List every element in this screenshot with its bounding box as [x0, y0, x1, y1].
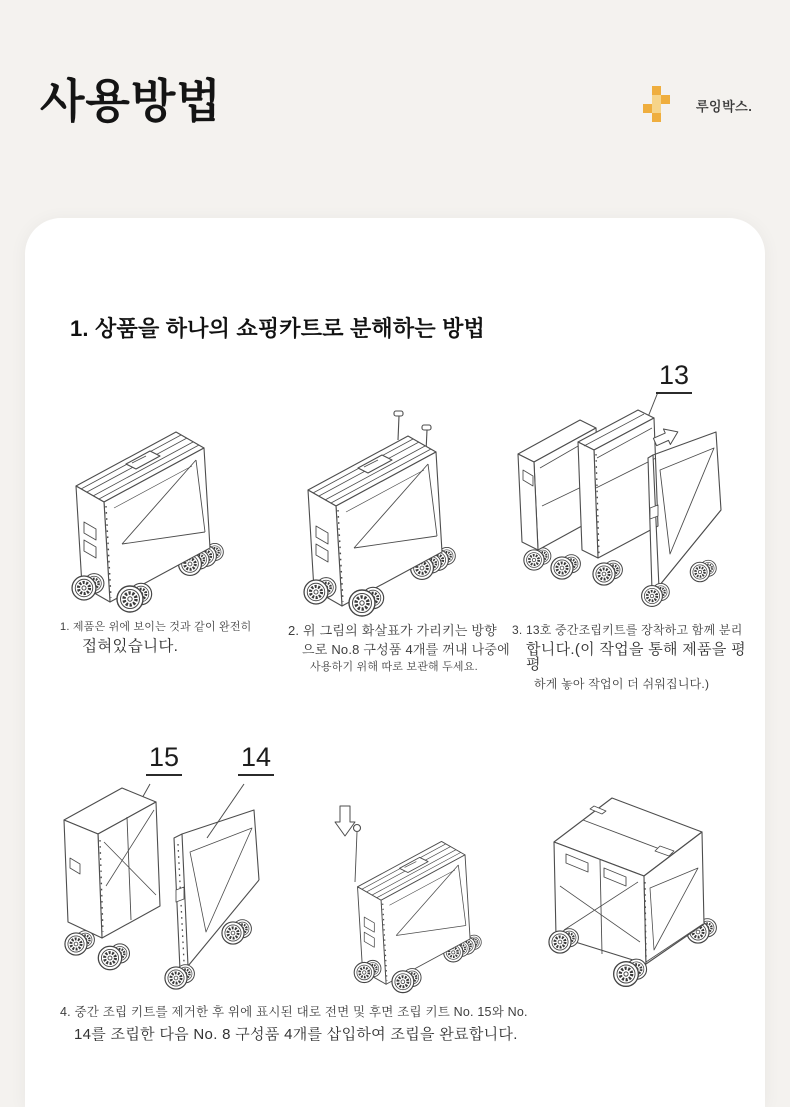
caption-step3 — [512, 624, 754, 690]
figure-step5-insert-pin — [330, 798, 508, 1000]
caption-step2-line2: 으로 No.8 구성품 4개를 꺼내 나중에 — [302, 642, 510, 657]
section-heading: 1. 상품을 하나의 쇼핑카트로 분해하는 방법 — [70, 316, 485, 341]
caption-step1-line2: 접혀있습니다. — [82, 638, 179, 655]
caption-step3-line3: 하게 놓아 작업이 더 쉬워집니다.) — [534, 677, 710, 691]
figure-step3-cart-with-kit13 — [500, 358, 756, 608]
kit13-label: 13 — [656, 362, 692, 394]
page-title: 사용방법 — [40, 75, 222, 127]
kit15-label: 15 — [146, 744, 182, 776]
caption-step2-line1: 2. 위 그림의 화살표가 가리키는 방향 — [288, 623, 497, 638]
caption-step2 — [288, 624, 516, 673]
figure-step1-folded-cart — [48, 416, 253, 616]
figure-step4-split-kits-15-14 — [58, 740, 273, 992]
figure-step2-folded-cart-with-pins — [280, 408, 485, 620]
brand-name: 루잉박스. — [696, 99, 753, 114]
caption-step1-line1: 1. 제품은 위에 보이는 것과 같이 완전히 — [60, 621, 252, 633]
caption-step3-line2: 합니다.(이 작업을 통해 제품을 평평 — [526, 641, 746, 673]
brand-logo-pixel-arrow-icon — [643, 86, 673, 124]
caption-step2-line3: 사용하기 위해 따로 보관해 두세요. — [310, 661, 478, 673]
kit14-label: 14 — [238, 744, 274, 776]
caption-step4 — [60, 1006, 750, 1042]
caption-step4-line2: 14를 조립한 다음 No. 8 구성품 4개를 삽입하여 조립을 완료합니다. — [74, 1025, 518, 1043]
caption-step1 — [60, 622, 280, 655]
figure-step6-assembled-cart — [542, 790, 727, 997]
caption-step3-line1: 3. 13호 중간조립키트를 장착하고 함께 분리 — [512, 623, 743, 637]
caption-step4-line1: 4. 중간 조립 키트를 제거한 후 위에 표시된 대로 전면 및 후면 조립 키트 No. 15와 No. — [60, 1005, 528, 1019]
